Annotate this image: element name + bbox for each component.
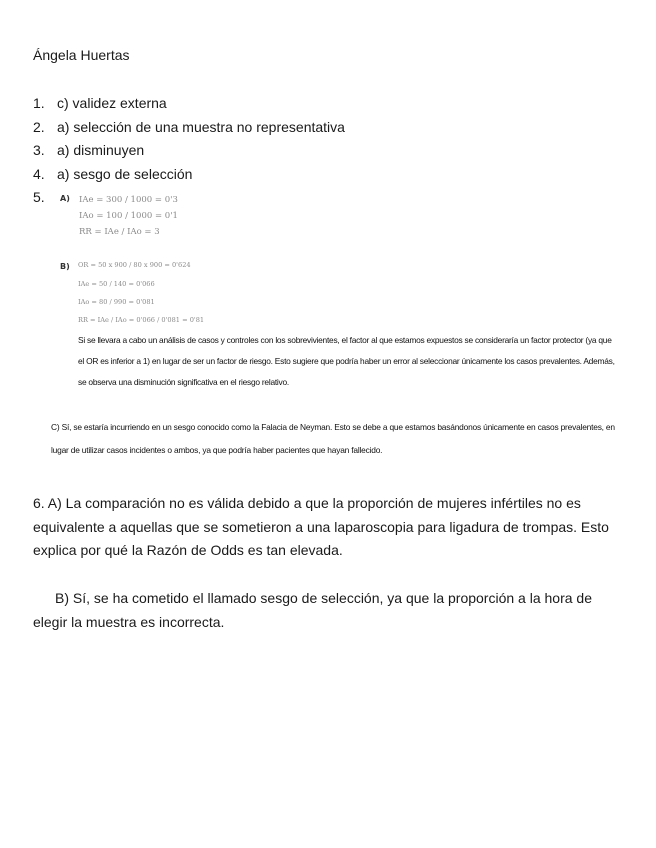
handwritten-line: RR = IAe / IAo = 3: [79, 227, 160, 237]
part-c-paragraph: C) Sí, se estaría incurriendo en un sesgo conocido como la Falacia de Neyman. Esto se debe a que estamos basándonos únicamente en casos prevalentes, en lugar de utilizar casos incidentes o ambos, ya que podría haber pacientes que hayan fallecido.: [51, 422, 615, 455]
handwritten-line: IAo = 80 / 990 = 0'081: [78, 298, 155, 306]
answer-text: c) validez externa: [57, 95, 167, 111]
answer-text: a) selección de una muestra no representativa: [57, 118, 345, 135]
answer-number: 3.: [33, 142, 45, 158]
handwritten-line: OR = 50 x 900 / 80 x 900 = 0'624: [78, 261, 191, 269]
question-6-part-a: 6. A) La comparación no es válida debido a que la proporción de mujeres infértiles no es equivalente a aquellas que se sometieron a una laparoscopia para ligadura de trompas. Esto explica por qué la Razón de Odds es tan elevada.: [33, 495, 609, 558]
answer-text: a) disminuyen: [57, 142, 145, 158]
question-6-part-b-text: B) Sí, se ha cometido el llamado sesgo de selección, ya que la proporción a la hora de elegir la muestra es incorrecta.: [33, 590, 592, 630]
part-b-label: B): [60, 262, 70, 271]
answer-item: [33, 141, 345, 165]
handwritten-line: IAo = 100 / 1000 = 0'1: [79, 211, 178, 221]
question-6-part-b: [33, 587, 623, 634]
answer-text: a) sesgo de selección: [57, 165, 193, 182]
author-name: Ángela Huertas: [33, 47, 130, 63]
part-a-label: A): [60, 194, 70, 203]
part-b-paragraph: Si se llevara a cabo un análisis de casos y controles con los sobrevivientes, el factor al que estamos expuestos se consideraría un factor protector (ya que el OR es inferior a 1) en lugar de ser un factor de riesgo. Esto sugiere que podría haber un error al seleccionar únicamente los casos prevalentes. Además, se observa una disminución significativa en el riesgo relativo.: [78, 335, 615, 387]
answer-list: [33, 94, 345, 188]
handwritten-line: RR = IAe / IAo = 0'066 / 0'081 = 0'81: [78, 316, 205, 324]
answer-number: 4.: [33, 165, 45, 182]
answer-item: [33, 118, 345, 142]
handwritten-line: IAe = 50 / 140 = 0'066: [78, 280, 155, 288]
answer-number: 2.: [33, 118, 45, 135]
answer-item: [33, 94, 345, 118]
question-5-number: 5.: [33, 189, 45, 205]
answer-number: 1.: [33, 95, 45, 111]
answer-item: [33, 165, 345, 189]
handwritten-line: IAe = 300 / 1000 = 0'3: [79, 195, 178, 205]
